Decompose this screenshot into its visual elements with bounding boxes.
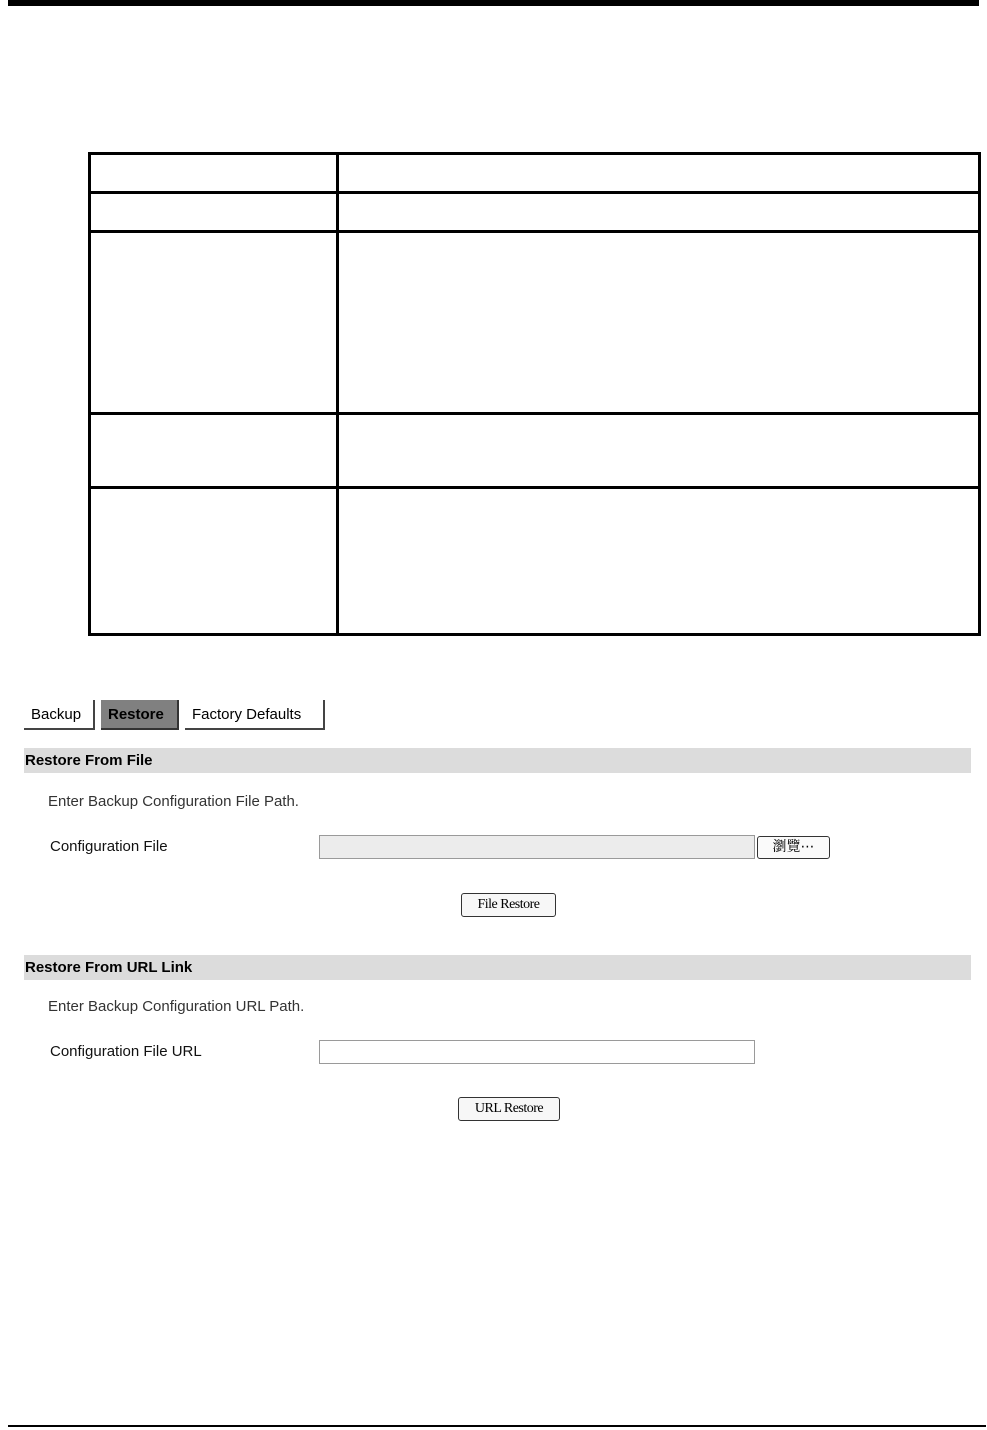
configuration-file-url-input[interactable] <box>319 1040 755 1064</box>
tab-restore[interactable]: Restore <box>101 700 179 730</box>
tab-factory-defaults[interactable]: Factory Defaults <box>185 700 325 730</box>
configuration-file-label: Configuration File <box>50 838 168 855</box>
table-cell <box>338 488 980 635</box>
table-cell <box>90 193 338 232</box>
table-cell <box>338 232 980 414</box>
restore-url-description: Enter Backup Configuration URL Path. <box>48 998 305 1015</box>
url-restore-button[interactable]: URL Restore <box>458 1097 560 1121</box>
tab-backup[interactable]: Backup <box>24 700 95 730</box>
restore-from-file-header: Restore From File <box>24 748 971 773</box>
table-cell <box>90 232 338 414</box>
configuration-file-url-label: Configuration File URL <box>50 1043 202 1060</box>
restore-from-url-header: Restore From URL Link <box>24 955 971 980</box>
blank-spec-table <box>88 152 981 636</box>
page-top-rule <box>8 0 979 6</box>
browse-button[interactable]: 瀏覽⋯ <box>757 836 830 859</box>
table-cell <box>90 488 338 635</box>
table-cell <box>90 414 338 488</box>
table-header-cell <box>90 154 338 193</box>
restore-file-description: Enter Backup Configuration File Path. <box>48 793 299 810</box>
page-bottom-rule <box>8 1425 986 1427</box>
table-header-cell <box>338 154 980 193</box>
table-cell <box>338 193 980 232</box>
file-restore-button[interactable]: File Restore <box>461 893 556 917</box>
configuration-file-input[interactable] <box>319 835 755 859</box>
table-cell <box>338 414 980 488</box>
